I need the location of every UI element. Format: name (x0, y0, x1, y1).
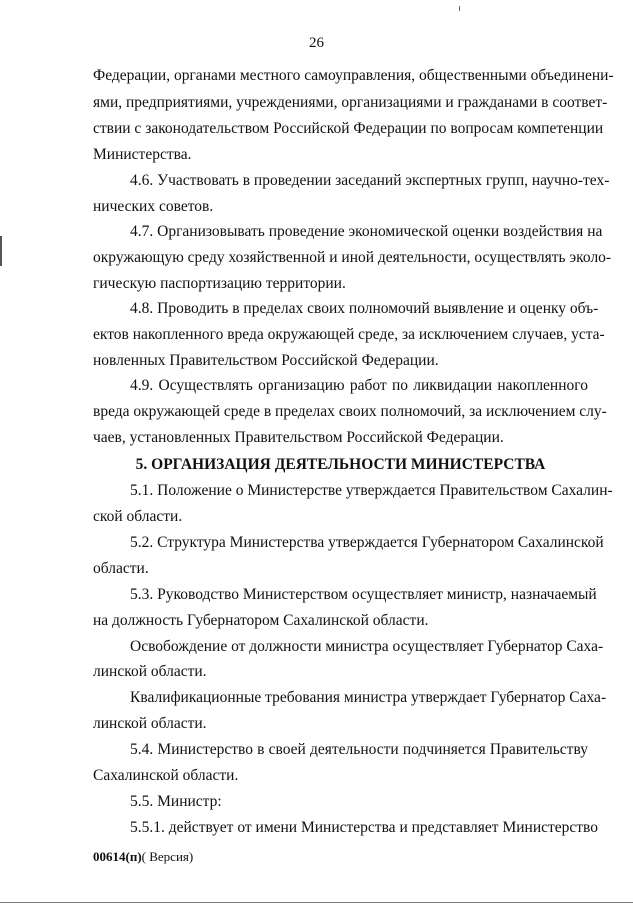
document-code: 00614(п) (93, 849, 142, 864)
text-line: 4.9. Осуществлять организацию работ по ликвидации накопленного (130, 377, 588, 394)
scan-edge (0, 902, 633, 903)
text-line: линской области. (93, 715, 207, 732)
text-line: области. (93, 560, 149, 577)
scan-mark (459, 6, 460, 11)
text-line: 5.3. Руководство Министерством осуществляет министр, назначаемый (130, 586, 597, 603)
text-line: 5.5.1. действует от имени Министерства и представляет Министерство (130, 819, 599, 836)
text-line: Освобождение от должности министра осуществляет Губернатор Саха- (130, 638, 604, 655)
text-line: Сахалинской области. (93, 767, 239, 784)
text-line: Федерации, органами местного самоуправления, общественными объединени- (93, 67, 614, 84)
text-line: чаев, установленных Правительством Российской Федерации. (93, 429, 504, 446)
text-line: ектов накопленного вреда окружающей среде, за исключением случаев, уста- (93, 326, 605, 343)
text-line: ями, предприятиями, учреждениями, организациями и гражданами в соответ- (93, 94, 608, 111)
section-heading: 5. ОРГАНИЗАЦИЯ ДЕЯТЕЛЬНОСТИ МИНИСТЕРСТВА (135, 456, 546, 473)
text-line: 4.6. Участвовать в проведении заседаний экспертных групп, научно-тех- (130, 172, 610, 189)
margin-mark (0, 236, 2, 266)
text-line: ской области. (93, 508, 183, 525)
text-line: вреда окружающей среде в пределах своих полномочий, за исключением слу- (93, 403, 607, 420)
text-line: Министерства. (93, 146, 192, 163)
text-line: на должность Губернатором Сахалинской области. (93, 612, 429, 629)
text-line: 5.4. Министерство в своей деятельности подчиняется Правительству (130, 741, 588, 758)
text-line: 5.5. Министр: (130, 793, 222, 810)
document-version: ( Версия) (141, 849, 194, 864)
text-line: линской области. (93, 663, 207, 680)
text-line: новленных Правительством Российской Федерации. (93, 352, 439, 369)
document-footer (93, 849, 193, 865)
text-line: 4.7. Организовывать проведение экономической оценки воздействия на (130, 223, 603, 240)
text-line: 5.1. Положение о Министерстве утверждается Правительством Сахалин- (130, 482, 613, 499)
text-line: 4.8. Проводить в пределах своих полномочий выявление и оценку объ- (130, 300, 599, 317)
text-line: 5.2. Структура Министерства утверждается Губернатором Сахалинской (130, 534, 604, 551)
text-line: нических советов. (93, 198, 214, 215)
text-line: ствии с законодательством Российской Федерации по вопросам компетенции (93, 120, 604, 137)
text-line: окружающую среду хозяйственной и иной деятельности, осуществлять эколо- (93, 249, 612, 266)
page-number: 26 (309, 35, 324, 51)
text-line: гическую паспортизацию территории. (93, 275, 346, 292)
text-line: Квалификационные требования министра утверждает Губернатор Саха- (130, 689, 607, 706)
